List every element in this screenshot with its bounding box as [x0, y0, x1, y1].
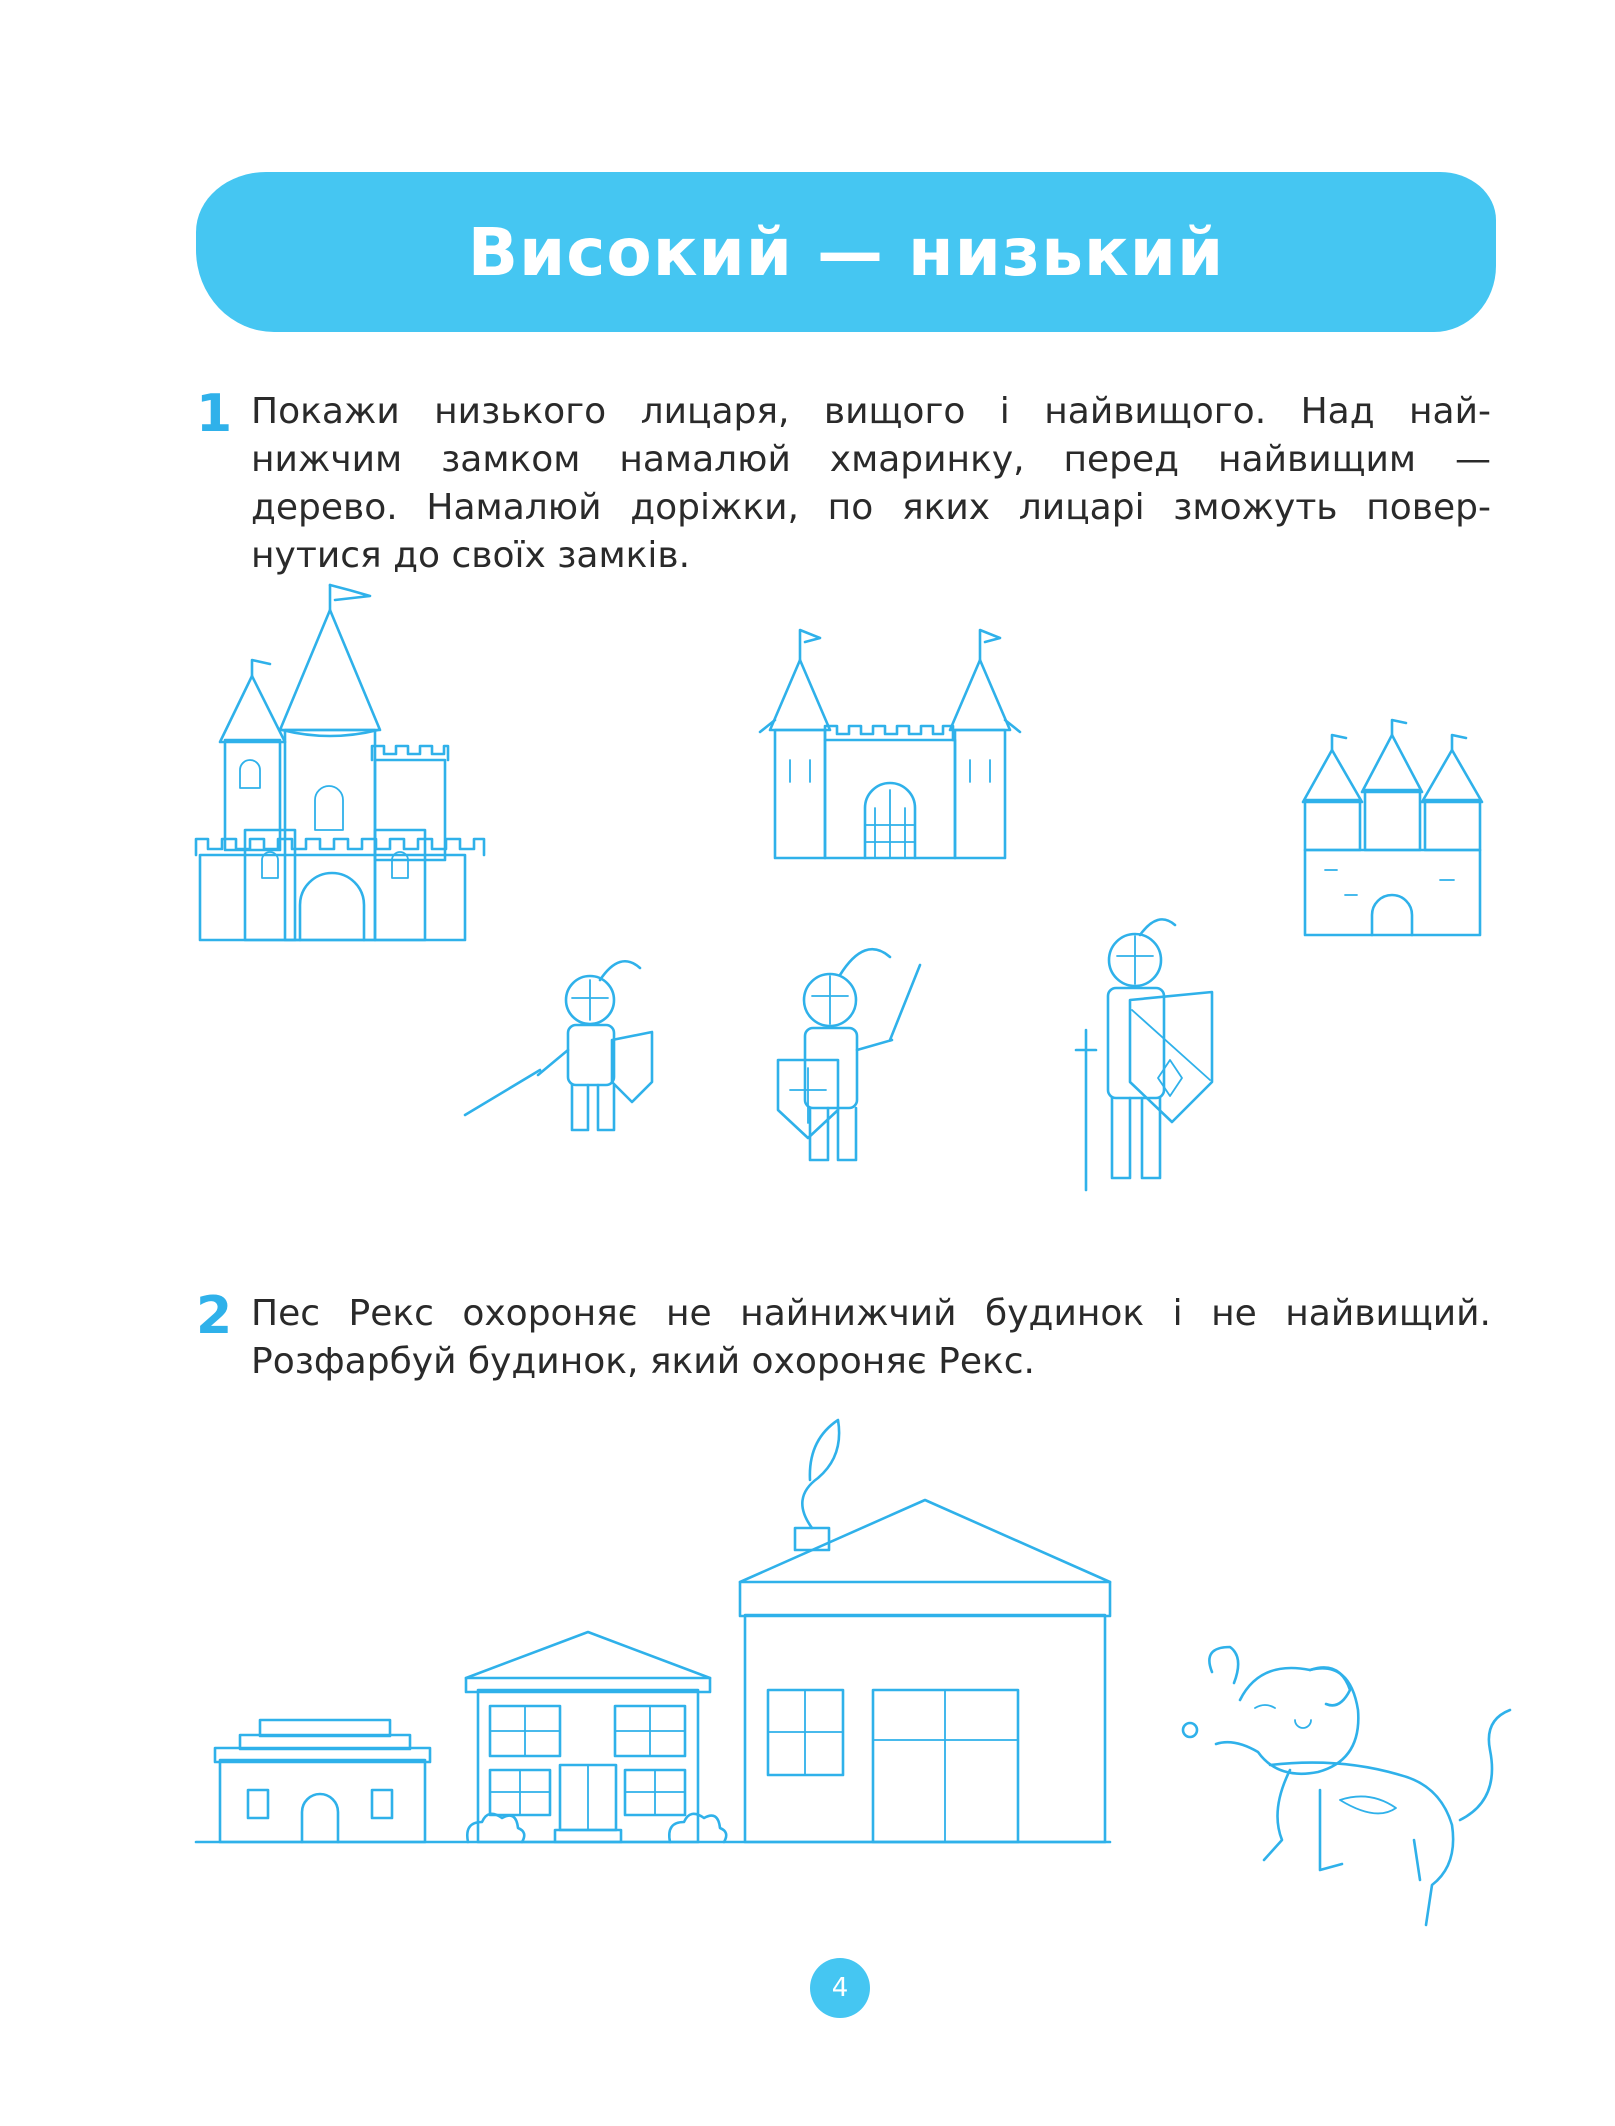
big-castle	[196, 585, 484, 940]
medium-castle	[760, 630, 1020, 858]
task-number: 2	[196, 1286, 233, 1346]
task-line: Пес Рекс охороняє не найнижчий будинок і не найвищий.	[251, 1293, 1491, 1334]
task-number: 1	[196, 384, 233, 444]
task-line: дерево. Намалюй доріжки, по яких лицарі зможуть повер-	[251, 487, 1491, 528]
task-line: нижчим замком намалюй хмаринку, перед найвищим —	[251, 439, 1491, 480]
short-knight	[465, 961, 652, 1130]
tall-knight	[1076, 919, 1212, 1190]
middle-knight	[778, 949, 920, 1160]
task-line: Покажи низького лицаря, вищого і найвищого. Над най-	[251, 391, 1491, 432]
task-line: Розфарбуй будинок, який охороняє Рекс.	[251, 1341, 1036, 1382]
tall-house	[740, 1420, 1110, 1842]
low-house	[215, 1720, 430, 1842]
page-title: Високий — низький	[467, 213, 1225, 291]
small-castle	[1303, 720, 1482, 935]
task-line: нутися до своїх замків.	[251, 535, 691, 576]
dog-rex	[1183, 1647, 1510, 1925]
page-number: 4	[831, 1973, 849, 2003]
page-number-badge	[810, 1958, 870, 2018]
middle-house	[466, 1632, 726, 1842]
